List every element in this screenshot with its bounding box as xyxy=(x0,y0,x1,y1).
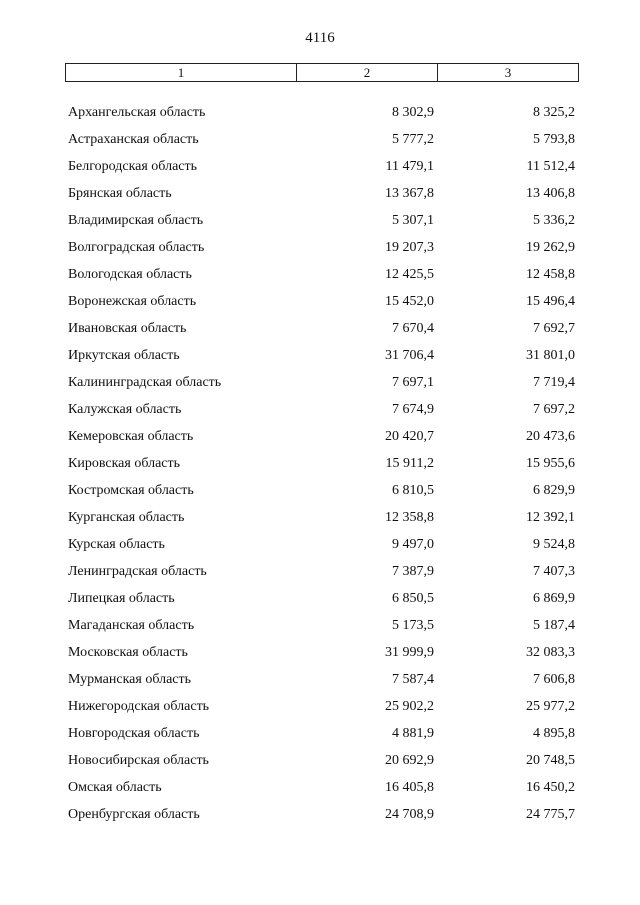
table-row xyxy=(0,720,640,747)
value-column-2: 20 420,7 xyxy=(385,429,434,444)
value-column-3: 31 801,0 xyxy=(526,348,575,363)
column-header-3: 3 xyxy=(504,65,512,80)
region-name: Оренбургская область xyxy=(68,807,200,822)
table-row xyxy=(0,369,640,396)
table-row xyxy=(0,477,640,504)
page-number: 4116 xyxy=(305,30,335,46)
value-column-2: 25 902,2 xyxy=(385,699,434,714)
region-name: Ленинградская область xyxy=(68,564,207,579)
value-column-3: 7 719,4 xyxy=(533,375,575,390)
value-column-2: 7 674,9 xyxy=(392,402,434,417)
value-column-2: 12 358,8 xyxy=(385,510,434,525)
region-name: Кемеровская область xyxy=(68,429,194,444)
column-header-2: 2 xyxy=(297,64,438,81)
value-column-3: 6 869,9 xyxy=(533,591,575,606)
region-name: Ивановская область xyxy=(68,321,187,336)
value-column-2: 9 497,0 xyxy=(392,537,434,552)
value-column-3: 4 895,8 xyxy=(533,726,575,741)
table-row xyxy=(0,315,640,342)
table-row xyxy=(0,342,640,369)
table-row xyxy=(0,99,640,126)
value-column-2: 4 881,9 xyxy=(392,726,434,741)
region-name: Новгородская область xyxy=(68,726,200,741)
value-column-2: 15 911,2 xyxy=(385,456,434,471)
region-name: Костромская область xyxy=(68,483,194,498)
region-name: Омская область xyxy=(68,780,162,795)
value-column-2: 7 697,1 xyxy=(392,375,434,390)
region-name: Новосибирская область xyxy=(68,753,209,768)
value-column-2: 7 670,4 xyxy=(392,321,434,336)
value-column-3: 15 955,6 xyxy=(526,456,575,471)
value-column-3: 20 473,6 xyxy=(526,429,575,444)
region-name: Вологодская область xyxy=(68,267,192,282)
value-column-2: 12 425,5 xyxy=(385,267,434,282)
value-column-3: 7 407,3 xyxy=(533,564,575,579)
region-name: Магаданская область xyxy=(68,618,195,633)
value-column-2: 15 452,0 xyxy=(385,294,434,309)
table-row xyxy=(0,558,640,585)
value-column-3: 9 524,8 xyxy=(533,537,575,552)
value-column-2: 8 302,9 xyxy=(392,105,434,120)
region-name: Владимирская область xyxy=(68,213,204,228)
value-column-2: 19 207,3 xyxy=(385,240,434,255)
region-name: Курская область xyxy=(68,537,165,552)
region-name: Астраханская область xyxy=(68,132,199,147)
table-row xyxy=(0,666,640,693)
value-column-3: 6 829,9 xyxy=(533,483,575,498)
table-column-header xyxy=(65,63,579,82)
value-column-2: 5 307,1 xyxy=(392,213,434,228)
region-name: Калининградская область xyxy=(68,375,222,390)
region-name: Иркутская область xyxy=(68,348,180,363)
value-column-3: 7 692,7 xyxy=(533,321,575,336)
table-row xyxy=(0,396,640,423)
table-row xyxy=(0,612,640,639)
value-column-3: 19 262,9 xyxy=(526,240,575,255)
region-name: Кировская область xyxy=(68,456,181,471)
value-column-2: 5 777,2 xyxy=(392,132,434,147)
value-column-2: 6 810,5 xyxy=(392,483,434,498)
table-row xyxy=(0,423,640,450)
table-row xyxy=(0,450,640,477)
table-row xyxy=(0,126,640,153)
table-row xyxy=(0,153,640,180)
value-column-3: 20 748,5 xyxy=(526,753,575,768)
table-row xyxy=(0,504,640,531)
region-name: Волгоградская область xyxy=(68,240,205,255)
value-column-2: 7 387,9 xyxy=(392,564,434,579)
table-row xyxy=(0,234,640,261)
value-column-3: 16 450,2 xyxy=(526,780,575,795)
value-column-3: 7 697,2 xyxy=(533,402,575,417)
value-column-2: 31 999,9 xyxy=(385,645,434,660)
region-name: Калужская область xyxy=(68,402,182,417)
table-row xyxy=(0,207,640,234)
table-body xyxy=(0,99,640,828)
value-column-2: 20 692,9 xyxy=(385,753,434,768)
table-row xyxy=(0,774,640,801)
table-row xyxy=(0,180,640,207)
value-column-3: 32 083,3 xyxy=(526,645,575,660)
value-column-2: 24 708,9 xyxy=(385,807,434,822)
region-name: Брянская область xyxy=(68,186,172,201)
region-name: Белгородская область xyxy=(68,159,198,174)
value-column-3: 5 187,4 xyxy=(533,618,575,633)
value-column-3: 7 606,8 xyxy=(533,672,575,687)
value-column-3: 5 793,8 xyxy=(533,132,575,147)
value-column-3: 12 392,1 xyxy=(526,510,575,525)
value-column-3: 8 325,2 xyxy=(533,105,575,120)
value-column-3: 12 458,8 xyxy=(526,267,575,282)
value-column-3: 5 336,2 xyxy=(533,213,575,228)
region-name: Липецкая область xyxy=(68,591,175,606)
table-row xyxy=(0,288,640,315)
value-column-2: 11 479,1 xyxy=(385,159,434,174)
value-column-3: 24 775,7 xyxy=(526,807,575,822)
table-row xyxy=(0,531,640,558)
region-name: Мурманская область xyxy=(68,672,192,687)
table-row xyxy=(0,693,640,720)
table-row xyxy=(0,801,640,828)
value-column-3: 11 512,4 xyxy=(526,159,575,174)
region-name: Архангельская область xyxy=(68,105,206,120)
region-name: Московская область xyxy=(68,645,188,660)
value-column-3: 15 496,4 xyxy=(526,294,575,309)
value-column-3: 25 977,2 xyxy=(526,699,575,714)
table-row xyxy=(0,585,640,612)
value-column-2: 5 173,5 xyxy=(392,618,434,633)
region-name: Курганская область xyxy=(68,510,185,525)
value-column-2: 7 587,4 xyxy=(392,672,434,687)
region-name: Нижегородская область xyxy=(68,699,210,714)
value-column-2: 31 706,4 xyxy=(385,348,434,363)
value-column-2: 16 405,8 xyxy=(385,780,434,795)
table-row xyxy=(0,747,640,774)
table-row xyxy=(0,261,640,288)
column-header-1: 1 xyxy=(66,64,297,81)
region-name: Воронежская область xyxy=(68,294,197,309)
value-column-2: 6 850,5 xyxy=(392,591,434,606)
table-row xyxy=(0,639,640,666)
value-column-2: 13 367,8 xyxy=(385,186,434,201)
value-column-3: 13 406,8 xyxy=(526,186,575,201)
